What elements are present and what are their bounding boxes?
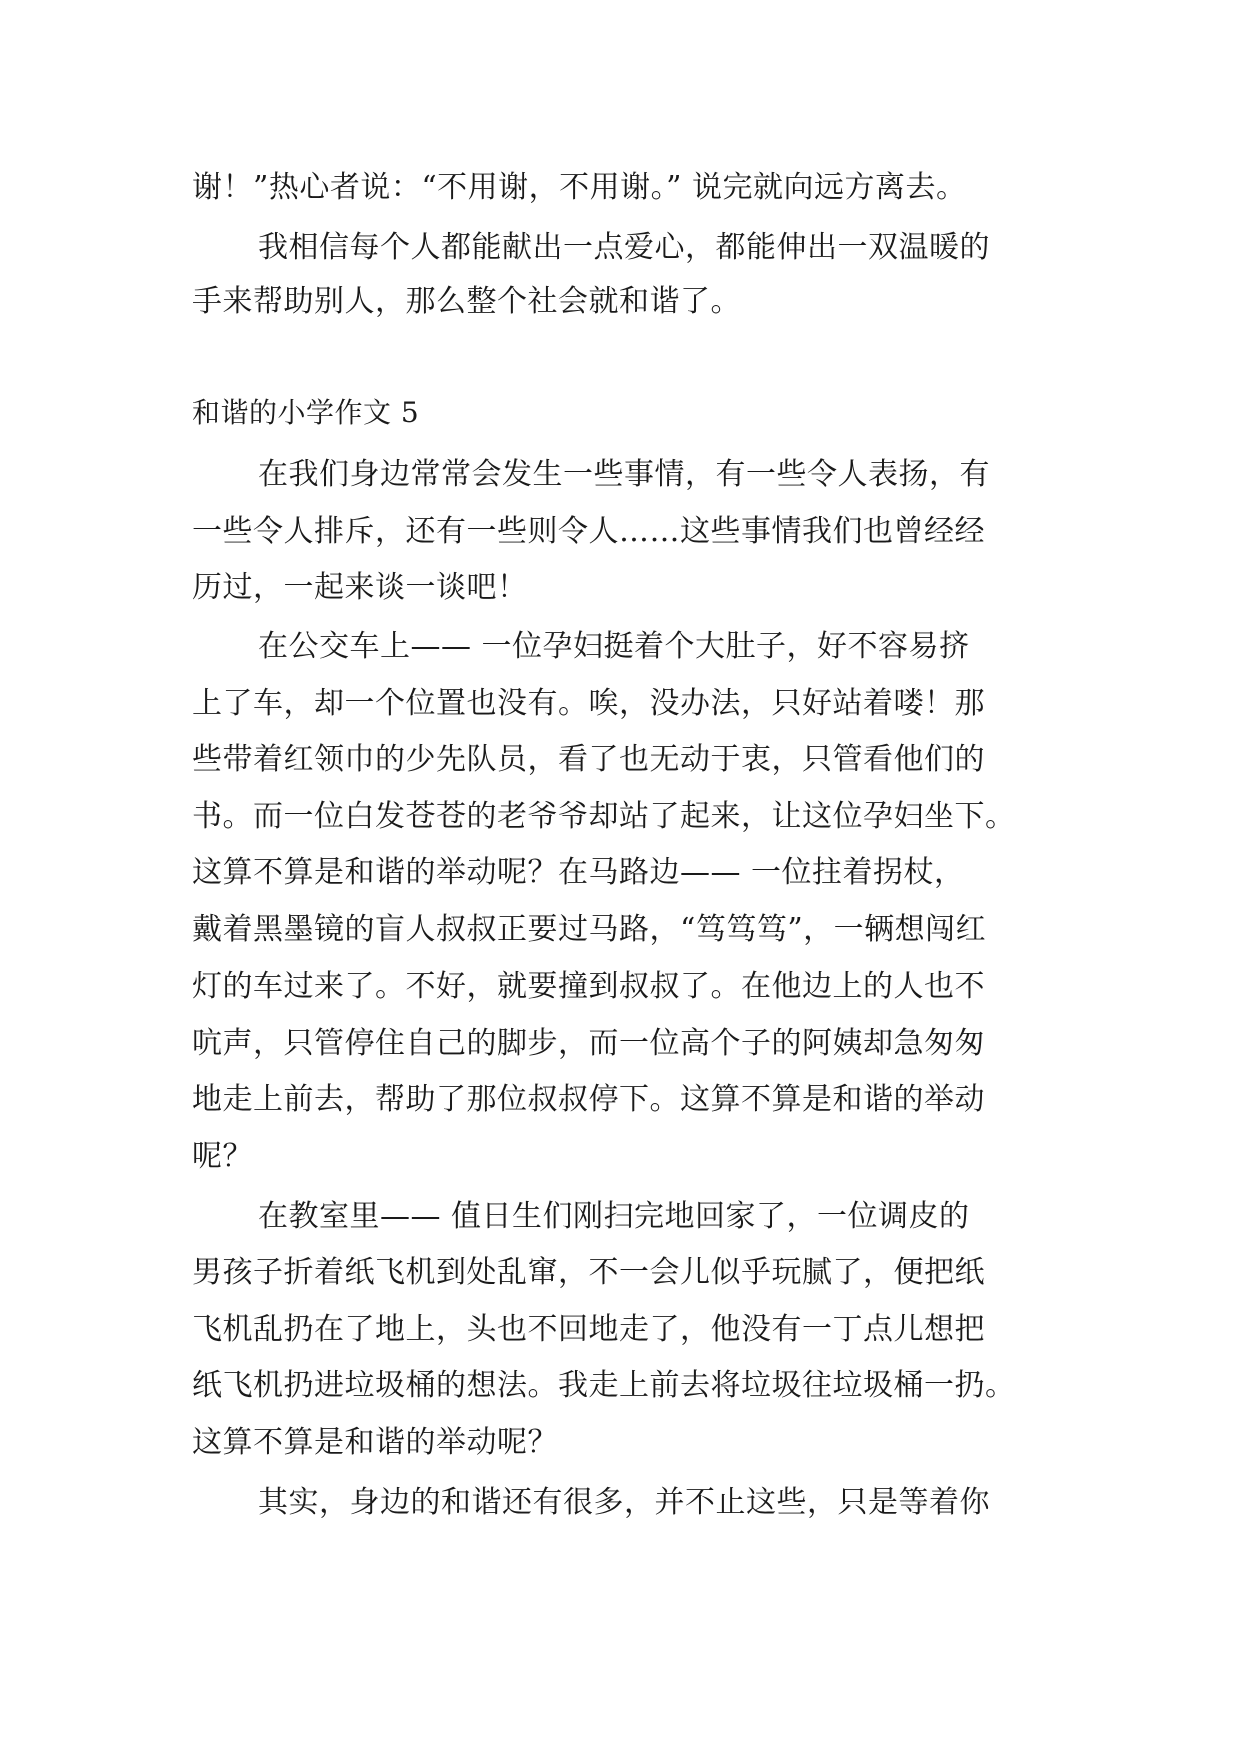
text-line: 历过，一起来谈一谈吧！ — [192, 570, 528, 605]
text-line: 这算不算是和谐的举动呢？在马路边—— 一位拄着拐杖， — [192, 855, 965, 890]
text-line: 一些令人排斥，还有一些则令人……这些事情我们也曾经经 — [192, 514, 985, 549]
section-title: 和谐的小学作文 5 — [192, 396, 420, 429]
text-line: 些带着红领巾的少先队员，看了也无动于衷，只管看他们的 — [192, 742, 985, 777]
text-line: 手来帮助别人，那么整个社会就和谐了。 — [192, 284, 741, 319]
text-line: 呢？ — [192, 1139, 253, 1174]
text-line: 纸飞机扔进垃圾桶的想法。我走上前去将垃圾往垃圾桶一扔。 — [192, 1368, 1016, 1403]
text-line: 吭声，只管停住自己的脚步，而一位高个子的阿姨却急匆匆 — [192, 1026, 985, 1061]
text-line: 书。而一位白发苍苍的老爷爷却站了起来，让这位孕妇坐下。 — [192, 799, 1016, 834]
text-line: 其实，身边的和谐还有很多，并不止这些，只是等着你 — [258, 1485, 990, 1520]
text-line: 灯的车过来了。不好，就要撞到叔叔了。在他边上的人也不 — [192, 969, 985, 1004]
text-line: 在我们身边常常会发生一些事情，有一些令人表扬，有 — [258, 457, 990, 492]
text-line: 地走上前去，帮助了那位叔叔停下。这算不算是和谐的举动 — [192, 1082, 985, 1117]
text-line: 戴着黑墨镜的盲人叔叔正要过马路，“笃笃笃”，一辆想闯红 — [192, 912, 987, 947]
text-line: 男孩子折着纸飞机到处乱窜，不一会儿似乎玩腻了，便把纸 — [192, 1255, 985, 1290]
text-line: 在公交车上—— 一位孕妇挺着个大肚子，好不容易挤 — [258, 629, 970, 664]
text-line: 我相信每个人都能献出一点爱心，都能伸出一双温暖的 — [258, 230, 990, 265]
text-line: 谢！”热心者说：“不用谢，不用谢。” 说完就向远方离去。 — [192, 170, 967, 205]
text-line: 飞机乱扔在了地上，头也不回地走了，他没有一丁点儿想把 — [192, 1312, 985, 1347]
text-line: 上了车，却一个位置也没有。唉，没办法，只好站着喽！那 — [192, 686, 985, 721]
text-line: 在教室里—— 值日生们刚扫完地回家了，一位调皮的 — [258, 1199, 970, 1234]
text-line: 这算不算是和谐的举动呢？ — [192, 1425, 558, 1460]
